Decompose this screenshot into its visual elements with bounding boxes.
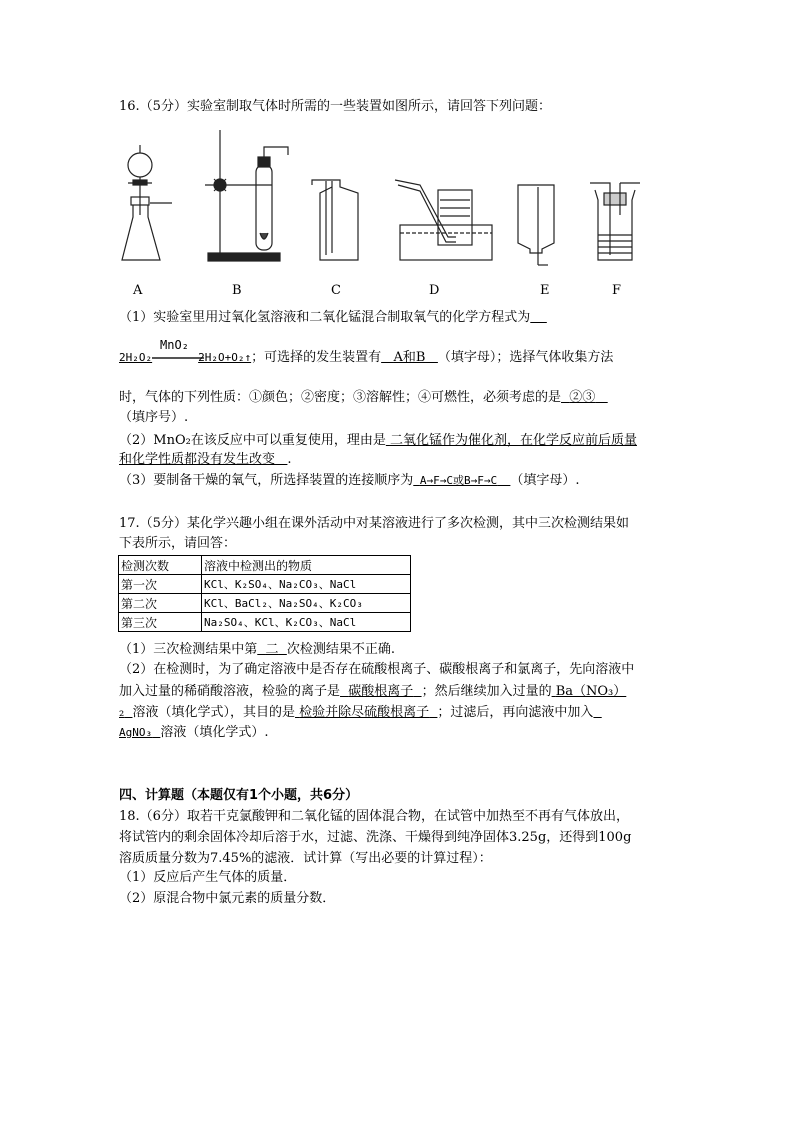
q16-p3: （3）要制备干燥的氧气，所选择装置的连接顺序为 A→F→C或B→F→C （填字母）. [119,473,580,488]
section-4-heading: 四、计算题（本题仅有1个小题，共6分） [119,788,359,803]
q17-title-2: 下表所示，请回答： [119,536,237,551]
apparatus-figure [0,125,794,285]
table-row [119,613,411,632]
q17-p2-line2: 加入过量的稀硝酸溶液，检验的离子是 碳酸根离子 ；然后继续加入过量的 Ba（NO₃） [119,684,627,699]
apparatus-c-bottle-icon [312,180,358,260]
catalyst-label: MnO₂ [160,338,189,352]
apparatus-e-bottle-icon [518,185,554,265]
answer-order: A→F→C或B→F→C [419,474,498,487]
answer-ion: 碳酸根离子 [348,684,414,699]
apparatus-d-trough-icon [395,180,492,260]
table-cell: Na₂SO₄、KCl、K₂CO₃、NaCl [202,613,411,632]
apparatus-a-flask-icon [122,145,172,260]
label-e: E [540,283,550,298]
answer-which: 二 [265,642,279,657]
q16-equation-line: 2H₂O₂ 2H₂O+O₂↑；可选择的发生装置有 A和B （填字母）；选择气体收集方法 [119,350,614,365]
table-cell: 第二次 [119,594,202,613]
table-cell: 第一次 [119,575,202,594]
q16-p2-line1: （2）MnO₂在该反应中可以重复使用，理由是 二氧化锰作为催化剂，在化学反应前后质量 [119,433,637,448]
q18-line1: 18.（6分）取若干克氯酸钾和二氧化锰的固体混合物，在试管中加热至不再有气体放出， [119,809,629,824]
table-cell: 第三次 [119,613,202,632]
answer-agno3: AgNO₃ [119,726,153,739]
q17-p2-line1: （2）在检测时，为了确定溶液中是否存在硫酸根离子、碳酸根离子和氯离子，先向溶液中 [119,662,635,677]
table-cell: KCl、BaCl₂、Na₂SO₄、K₂CO₃ [202,594,411,613]
q16-p1-line1: （1）实验室里用过氧化氢溶液和二氧化锰混合制取氧气的化学方程式为 [119,310,531,325]
table-header: 溶液中检测出的物质 [202,556,411,575]
apparatus-b-stand-icon [205,130,288,261]
answer-props: ②③ [569,390,596,405]
table-row [119,575,411,594]
table-row [119,594,411,613]
table-cell: KCl、K₂SO₄、Na₂CO₃、NaCl [202,575,411,594]
q17-p2-line4: AgNO₃ 溶液（填化学式）. [119,725,269,740]
table-header: 检测次数 [119,556,202,575]
q16-p1-line4: （填序号）. [119,410,189,425]
label-d: D [429,283,440,298]
q18-line2: 将试管内的剩余固体冷却后溶于水，过滤、洗涤、干燥得到纯净固体3.25g，还得到100g [119,830,632,845]
q16-p2-line2: 和化学性质都没有发生改变 . [119,452,292,467]
label-c: C [331,283,341,298]
answer-reason-2: 和化学性质都没有发生改变 [119,452,276,467]
q18-line3: 溶质质量分数为7.45%的滤液．试计算（写出必要的计算过程）： [119,851,492,866]
answer-device: A和B [393,350,426,365]
q16-title: 16.（5分）实验室制取气体时所需的一些装置如图所示，请回答下列问题： [119,99,551,114]
table-header-row [119,556,411,575]
label-b: B [232,283,242,298]
label-f: F [612,283,622,298]
detection-table [118,555,411,632]
q17-p1: （1）三次检测结果中第 二 次检测结果不正确. [119,642,395,657]
eq-right: 2H₂O+O₂↑ [198,351,252,364]
q16-p1-line3: 时，气体的下列性质：①颜色；②密度；③溶解性；④可燃性，必须考虑的是 ②③ [119,390,596,405]
answer-purpose: 检验并除尽硫酸根离子 [299,705,430,720]
answer-reason-1: 二氧化锰作为催化剂，在化学反应前后质量 [389,433,637,448]
label-a: A [133,283,143,298]
eq-left: 2H₂O₂ [119,351,153,364]
q17-title-1: 17.（5分）某化学兴趣小组在课外活动中对某溶液进行了多次检测，其中三次检测结果如 [119,516,629,531]
q18-line5: （2）原混合物中氯元素的质量分数． [119,891,336,906]
q17-p2-line3: ₂ 溶液（填化学式），其目的是 检验并除尽硫酸根离子 ；过滤后，再向滤液中加入 [119,705,594,720]
q18-line4: （1）反应后产生气体的质量． [119,870,297,885]
apparatus-f-wash-bottle-icon [590,183,640,260]
answer-reagent: Ba（NO₃） [555,684,627,699]
